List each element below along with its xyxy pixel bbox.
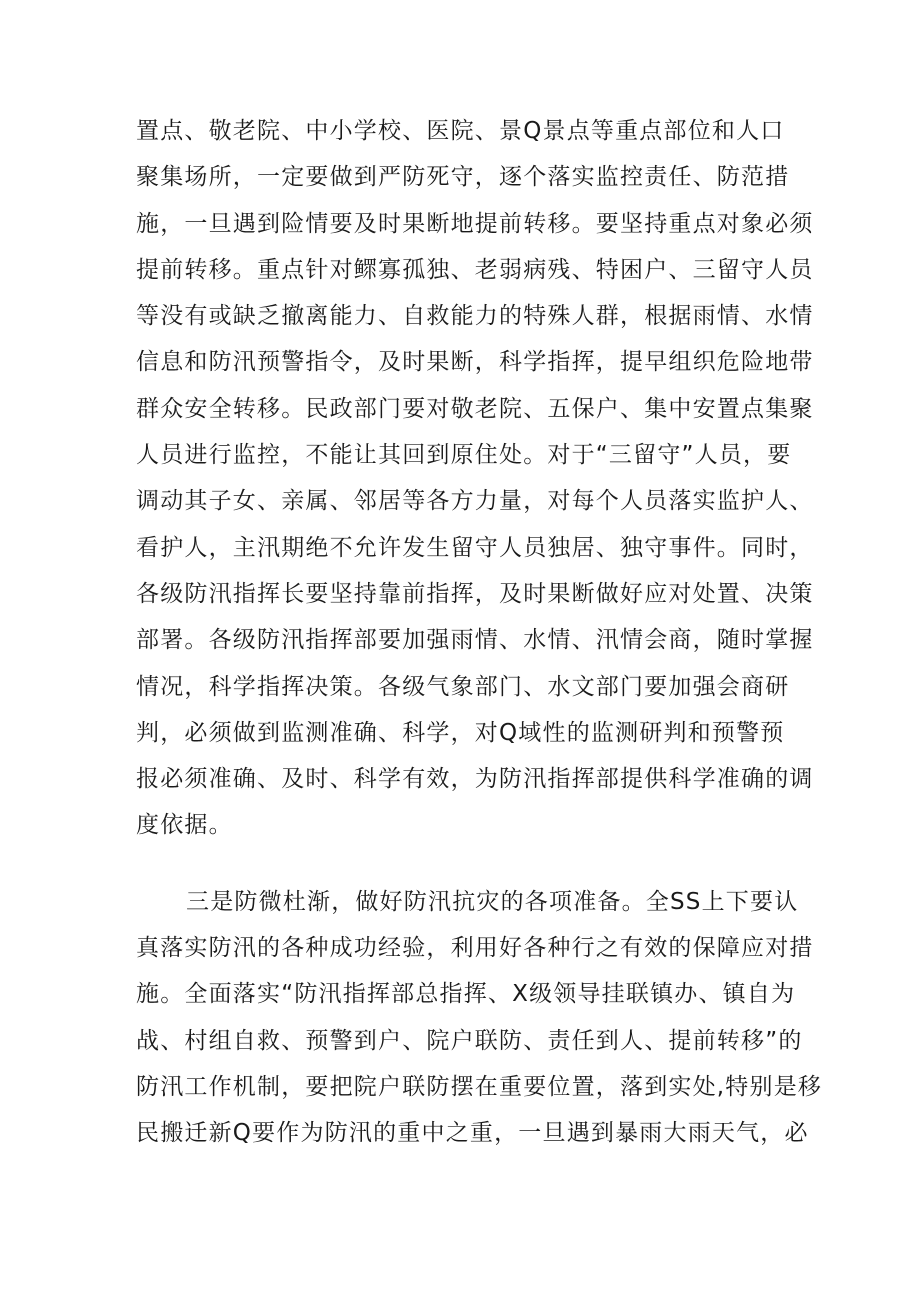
text-line: 判，必须做到监测准确、科学，对Q域性的监测研判和预警预 — [136, 719, 785, 746]
text-line: 群众安全转移。民政部门要对敬老院、五保户、集中安置点集聚 — [136, 395, 814, 422]
text-line: 度依据。 — [136, 812, 233, 839]
text-line: 提前转移。重点针对鳏寡孤独、老弱病残、特困户、三留守人员 — [136, 256, 814, 283]
text-line: 民搬迁新Q要作为防汛的重中之重，一旦遇到暴雨大雨天气，必 — [136, 1120, 809, 1147]
text-line: 聚集场所，一定要做到严防死守，逐个落实监控责任、防范措 — [136, 164, 790, 191]
text-line: 情况，科学指挥决策。各级气象部门、水文部门要加强会商研 — [136, 673, 790, 700]
text-line: 真落实防汛的各种成功经验，利用好各种行之有效的保障应对措 — [136, 935, 814, 962]
text-line: 战、村组自救、预警到户、院户联防、责任到人、提前转移”的 — [136, 1027, 803, 1054]
body-text — [136, 108, 823, 1157]
text-line: 信息和防汛预警指令，及时果断，科学指挥，提早组织危险地带 — [136, 349, 814, 376]
text-line: 等没有或缺乏撤离能力、自救能力的特殊人群，根据雨情、水情 — [136, 303, 814, 330]
text-line: 报必须准确、及时、科学有效，为防汛指挥部提供科学准确的调 — [136, 766, 814, 793]
text-line: 三是防微杜渐，做好防汛抗灾的各项准备。全SS上下要认 — [186, 888, 799, 915]
text-line: 调动其子女、亲属、邻居等各方力量，对每个人员落实监护人、 — [136, 488, 814, 515]
text-line: 看护人，主汛期绝不允许发生留守人员独居、独守事件。同时， — [136, 534, 814, 561]
text-line: 防汛工作机制，要把院户联防摆在重要位置，落到实处,特别是移 — [136, 1073, 823, 1100]
text-line: 人员进行监控，不能让其回到原住处。对于“三留守”人员，要 — [136, 442, 792, 469]
text-line: 施。全面落实“防汛指挥部总指挥、X级领导挂联镇办、镇自为 — [136, 981, 796, 1008]
paragraph-gap — [136, 849, 796, 879]
text-line: 置点、敬老院、中小学校、医院、景Q景点等重点部位和人口 — [136, 118, 785, 144]
text-line: 各级防汛指挥长要坚持靠前指挥，及时果断做好应对处置、决策 — [136, 580, 814, 607]
text-line: 部署。各级防汛指挥部要加强雨情、水情、汛情会商，随时掌握 — [136, 627, 814, 654]
paragraph-2 — [136, 879, 823, 1157]
paragraph-1 — [136, 108, 814, 849]
text-line: 施，一旦遇到险情要及时果断地提前转移。要坚持重点对象必须 — [136, 210, 814, 237]
